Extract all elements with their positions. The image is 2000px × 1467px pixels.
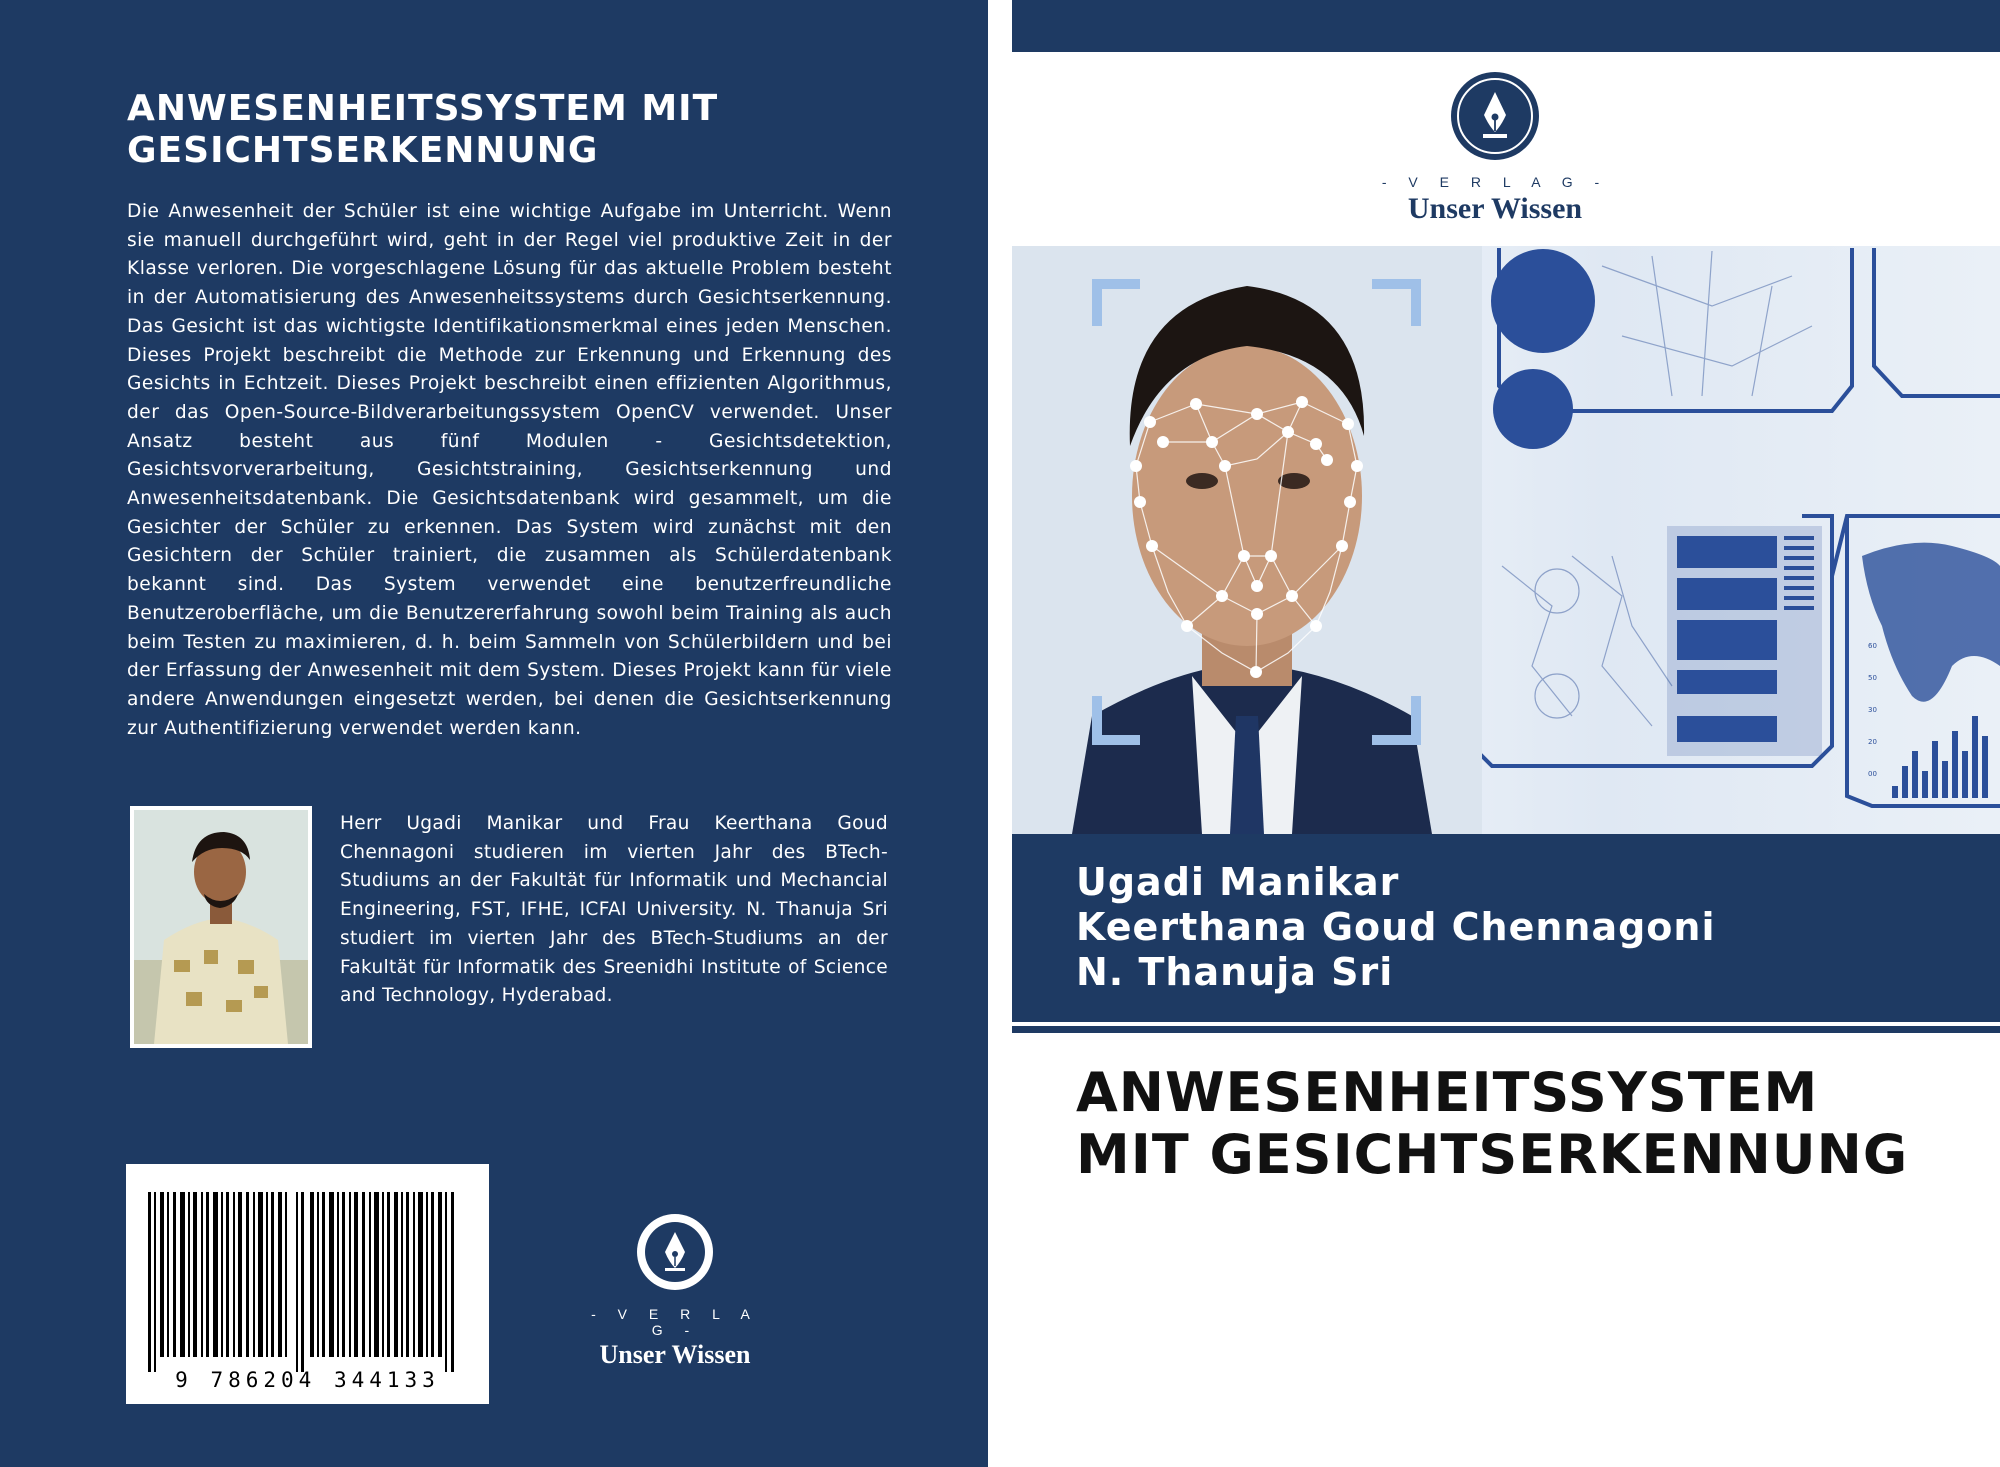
chart-axis-label: 60 — [1868, 642, 1877, 650]
author-photo-illustration — [134, 810, 308, 1044]
author-photo — [130, 806, 312, 1048]
back-cover — [0, 0, 988, 1467]
publisher-seal-icon — [635, 1212, 715, 1292]
cover-illustration — [1012, 246, 2000, 834]
author-bio: Herr Ugadi Manikar und Frau Keerthana Goud Chennagoni studieren im vierten Jahr des BTech-Studiums an der Fakultät für Informatik und Mechancial Engineering, FST, IFHE, ICFAI University. N. Thanuja Sri studiert im vierten Jahr des BTech-Studiums an der Fakultät für Informatik des Sreenidhi Institute of Science and Technology, Hyderabad. — [340, 813, 888, 1007]
front-cover-title — [1076, 1062, 1976, 1186]
isbn-barcode — [126, 1164, 489, 1404]
authors-band — [1012, 834, 2000, 1022]
author-name: N. Thanuja Sri — [1076, 950, 1394, 994]
chart-axis-label: 50 — [1868, 674, 1877, 682]
author-name: Keerthana Goud Chennagoni — [1076, 905, 1716, 949]
front-title-line1: ANWESENHEITSSYSTEM — [1076, 1061, 1819, 1124]
back-title-line2: GESICHTSERKENNUNG — [127, 130, 599, 171]
front-top-bar — [1012, 0, 2000, 52]
isbn-number: 9 786204 344133 — [175, 1368, 440, 1392]
back-title-line1: ANWESENHEITSSYSTEM MIT — [127, 88, 719, 129]
front-divider — [1012, 1026, 2000, 1033]
back-logo-verlag: - V E R L A G - — [591, 1306, 759, 1338]
author-name: Ugadi Manikar — [1076, 860, 1400, 904]
front-logo-name: Unser Wissen — [1407, 192, 1583, 225]
chart-axis-label: 30 — [1868, 706, 1877, 714]
face-recognition-illustration — [1012, 246, 2000, 834]
back-publisher-logo — [580, 1212, 770, 1369]
spine — [988, 0, 1012, 1467]
fountain-pen-nib-icon — [1449, 70, 1541, 162]
front-publisher-logo — [1380, 70, 1610, 230]
chart-axis-label: 20 — [1868, 738, 1877, 746]
back-cover-title — [127, 88, 887, 172]
front-logo-verlag: - V E R L A G - — [1381, 174, 1609, 190]
back-description: Die Anwesenheit der Schüler ist eine wichtige Aufgabe im Unterricht. Wenn sie manuell durchgeführt wird, geht in der Regel viel produktive Zeit in der Klasse verloren. Die vorgeschlagene Lösung für das aktuelle Problem besteht in der Automatisierung des Anwesenheitssystems durch Gesichtserkennung. Das Gesicht ist das wichtigste Identifikationsmerkmal eines jeden Menschen. Dieses Projekt beschreibt die Methode zur Erkennung und Erkennung des Gesichts in Echtzeit. Dieses Projekt beschreibt einen effizienten Algorithmus, der das Open-Source-Bildverarbeitungssystem OpenCV verwendet. Unser Ansatz besteht aus fünf Modulen - Gesichtsdetektion, Gesichtsvorverarbeitung, Gesichtstraining, Gesichtserkennung und Anwesenheitsdatenbank. Die Gesichtsdatenbank wird gesammelt, um die Gesichter der Schüler zu erkennen. Das System wird zunächst mit den Gesichtern der Schüler trainiert, die zusammen als Schülerdatenbank bekannt sind. Das System verwendet eine benutzerfreundliche Benutzeroberfläche, um die Benutzererfahrung sowohl beim Training als auch beim Testen zu maximieren, d. h. beim Sammeln von Schülerbildern und bei der Erfassung der Anwesenheit mit dem System. Dieses Projekt kann für viele andere Anwendungen eingesetzt werden, bei denen die Gesichtserkennung zur Authentifizierung verwendet werden kann. — [127, 201, 892, 739]
back-logo-name: Unser Wissen — [599, 1340, 751, 1369]
chart-axis-label: 00 — [1868, 770, 1877, 778]
front-title-line2: MIT GESICHTSERKENNUNG — [1076, 1123, 1909, 1186]
